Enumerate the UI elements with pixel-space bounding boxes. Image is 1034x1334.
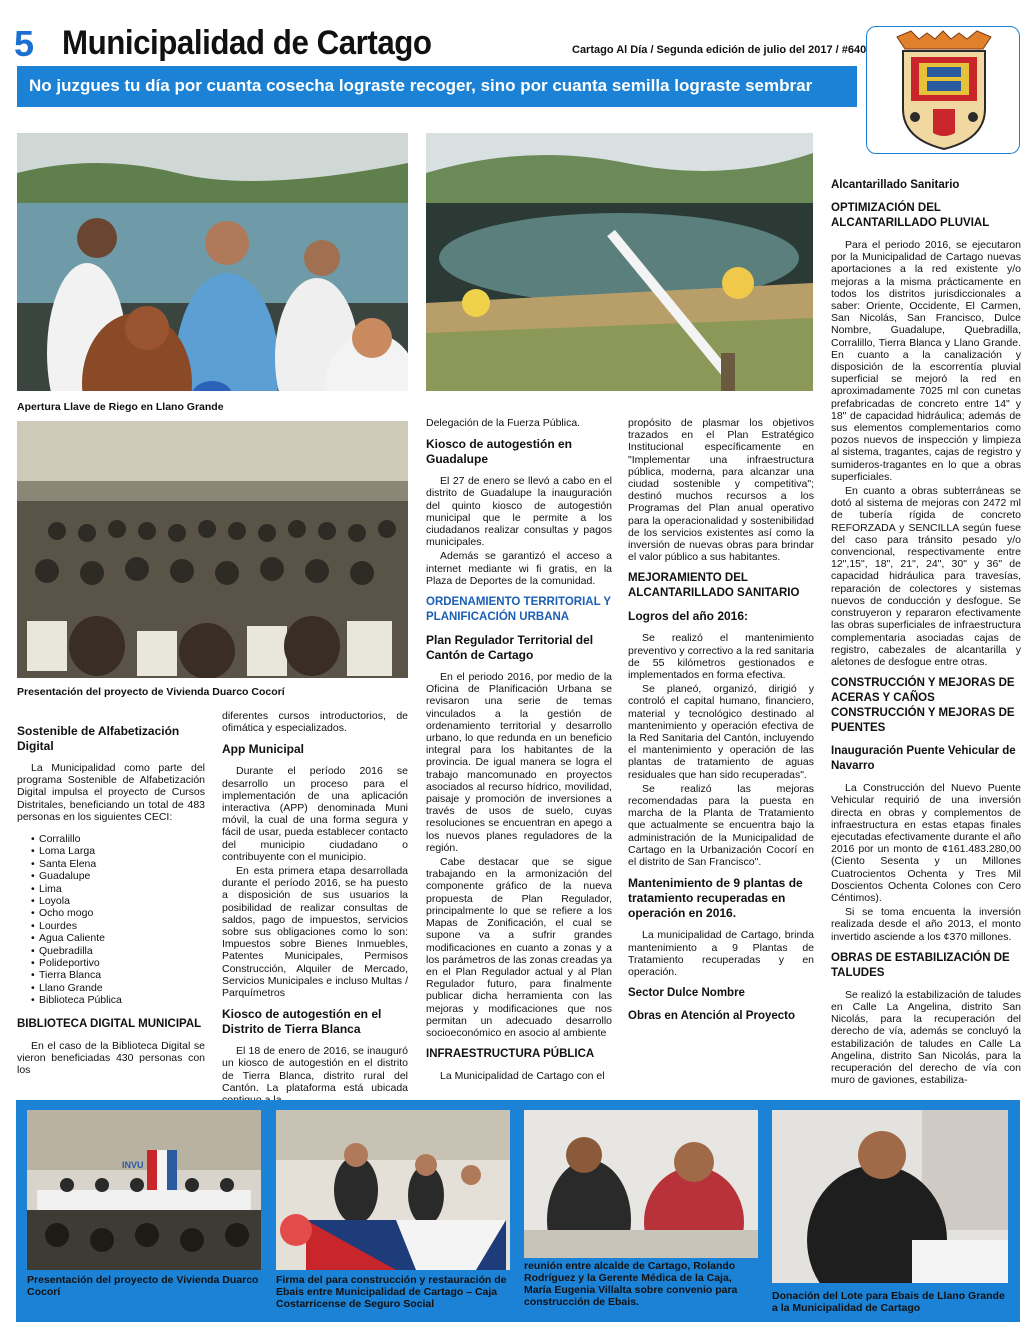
heading-navarro-bridge: Inauguración Puente Vehicular de Navarro [831, 745, 1016, 773]
photo-irrigation-opening [17, 133, 408, 391]
paragraph: La Municipalidad de Cartago con el [440, 1070, 605, 1083]
caption-bottom-3: reunión entre alcalde de Cartago, Rolando Rodríguez y la Gerente Médica de la Caja, María Eugenia Villalta sobre convenio para construcción de Ebais. [524, 1260, 738, 1308]
paragraph: La Municipalidad como parte del programa Sostenible de Alfabetización Digital impulsa el proyecto de Cursos Distritales, beneficiando un total de 483 personas en los siguientes CECI: [17, 762, 205, 823]
list-item: • Biblioteca Pública [31, 994, 205, 1006]
paragraph: En el caso de la Biblioteca Digital se vieron beneficiadas 430 personas con los [17, 1039, 205, 1077]
column-2 [222, 710, 408, 1108]
heading-digital-library: BIBLIOTECA DIGITAL MUNICIPAL [17, 1017, 202, 1030]
caption-bottom-4: Donación del Lote para Ebais de Llano Grande a la Municipalidad de Cartago [772, 1290, 1005, 1314]
photo-housing-presentation [17, 421, 408, 678]
list-item: • Quebradilla [31, 945, 205, 957]
list-item: • Santa Elena [31, 858, 205, 870]
paragraph: Además se garantizó el acceso a internet mediante wi fi gratis, en la Plaza de Deportes de la comunidad. [426, 550, 612, 587]
list-item: • Loma Larga [31, 845, 205, 857]
paragraph: El 18 de enero de 2016, se inauguró un kiosco de autogestión en el distrito de Tierra Blanca, distrito rural del Cantón. La plataforma está ubicada [222, 1045, 408, 1094]
heading-sewer: Alcantarillado Sanitario [831, 179, 960, 191]
heading-regulatory-plan: Plan Regulador Territorial del Cantón de Cartago [426, 633, 594, 663]
caption-bottom-2: Firma del para construcción y restauración de Ebais entre Municipalidad de Cartago – Caja Costarricense de Seguro Social [276, 1274, 507, 1310]
list-item: • Guadalupe [31, 870, 205, 882]
caption-irrigation: Apertura Llave de Riego en Llano Grande [17, 401, 224, 413]
paragraph: Cabe destacar que se sigue trabajando en la armonización del componente gráfico de la nueva propuesta de Plan Regulador, principalmente lo que se refiere a los Mapas de Zonificación, el cual se supone va a sufrir grandes modificaciones en cuanto a zonas y a los parámetros de las zonas creadas ya en el Plan Regulador actual y al Plan Regulador futuro, para finalmente publicar dicha herramienta con las mejoras y modificaciones que nos permitan un adecuado desarrollo socioeconómico en asocio al ambiente [426, 856, 612, 1039]
paragraph: Se planeó, organizó, dirigió y controló el capital humano, financiero, material y tecnológico destinado al mantenimiento y operación efectiva de la Red Sanitaria del Cantón, incluyendo el mantenimiento y operación de las plantas de tratamiento de aguas residuales que han sido recuperadas". [628, 683, 814, 781]
paragraph: Se realizó las mejoras recomendadas para la puesta en marcha de la Planta de Tratamiento que actualmente se encuentra bajo la administración de la Municipalidad de Cartago en la Urbanización Cocorí en el distrito de San Francisco". [628, 782, 814, 869]
photo-bottom-1 [27, 1110, 261, 1270]
caption-housing-presentation: Presentación del proyecto de Vivienda Duarco Cocorí [17, 686, 285, 698]
photo-bottom-4 [772, 1110, 1008, 1283]
heading-app-municipal: App Municipal [222, 742, 304, 757]
heading-sanitary-sewer: MEJORAMIENTO DEL ALCANTARILLADO SANITARIO [628, 572, 800, 600]
heading-achievements-2016: Logros del año 2016: [628, 609, 749, 624]
list-item: • Loyola [31, 895, 205, 907]
heading-treatment-plants: Mantenimiento de 9 plantas de tratamiento recuperadas en operación en 2016. [628, 876, 803, 921]
column-1 [17, 716, 205, 1078]
page-number: 5 [14, 23, 35, 64]
heading-project-works: Obras en Atención al Proyecto [628, 1010, 796, 1023]
list-item: • Agua Caliente [31, 932, 205, 944]
heading-sidewalks-bridges: CONSTRUCCIÓN Y MEJORAS DE ACERAS Y CAÑOS CONSTRUCCIÓN Y MEJORAS DE PUENTES [831, 677, 1015, 735]
heading-public-infrastructure: INFRAESTRUCTURA PÚBLICA [426, 1048, 595, 1061]
column-5 [831, 170, 1021, 1088]
coat-of-arms-box [866, 26, 1020, 154]
list-item: • Tierra Blanca [31, 969, 205, 981]
column-3 [426, 417, 612, 1084]
list-item: • Llano Grande [31, 982, 205, 994]
paragraph: El 27 de enero se llevó a cabo en el distrito de Guadalupe la inauguración del quinto kiosco de autogestión municipal que le permite a los ciudadanos realizar consultas y pagos municipales. [426, 475, 612, 549]
paragraph: En cuanto a obras subterráneas se dotó al sistema de mejoras con 2472 ml de tubería rígida de concreto REFORZADA y SENCILLA según fuese del caso para tránsito pesado y/o convencional, respectivamente entre 12",15", 18", 21", 24", 30" y 36" de capacidad hidráulica para travesías, reparación de colectores y sistemas nuevos de conducción y desfogue. Se construyeron y repararon efectivamente las obras superficiales de infraestructura complementaria asociadas cajas de registro, cabezales de alcantarilla y aletones de desfogue entre otras. [831, 485, 1021, 668]
heading-kiosk-tierra-blanca: Kiosco de autogestión en el Distrito de Tierra Blanca [222, 1007, 382, 1037]
heading-kiosk-guadalupe: Kiosco de autogestión en Guadalupe [426, 437, 573, 467]
paragraph: En esta primera etapa desarrollada durante el período 2016, se ha puesto a disposición de sus usuarios la posibilidad de realizar consultas de saldos, pago de impuestos, servicios sobre sus obligaciones como lo son: Impuestos sobre Bienes Inmuebles, Patentes Municipales, Permisos Construcción, Alquiler de Mercado, Servicios Municipales e incluso Multas / Parquímetros [222, 865, 408, 1000]
paragraph: Para el periodo 2016, se ejecutaron por la Municipalidad de Cartago nuevas aportaciones a la red existente y/o mejoras a la misma prácticamente en todos los distritos jurisdiccionales a saber: Oriente, Occidente, El Carmen, San Nicolás, San Francisco, Dulce Nombre, Guadalupe, Quebradilla, Corralillo, Tierra Blanca y Llano Grande. En cuanto a la canalización y disposición de la escorrentía pluvial superficial se mejoró la red en aproximadamente 7025 ml con cunetas prefabricadas de concreto entre 14" y 18" de capacidad hidráulica; además de sus elementos complementarios como pozos nuevos de inspección y limpieza al sistema, tragantes, cajas de registro y sumideros-tragantes en lo que a obras superficiales. [831, 239, 1021, 483]
paragraph: Delegación de la Fuerza Pública. [426, 417, 581, 429]
heading-storm-drainage: OPTIMIZACIÓN DEL ALCANTARILLADO PLUVIAL [831, 202, 990, 229]
photo-bottom-3 [524, 1110, 758, 1258]
paragraph: Se realizó la estabilización de taludes en Calle La Angelina, distrito San Nicolás, para la recuperación del derecho de vía, además se concluyó la estabilización de taludes en Calle La Angelina, distrito San Nicolás, para la recuperación del derecho de vía con muro de gaviones, estabiliza- [831, 988, 1021, 1087]
heading-digital-literacy: Sostenible de Alfabetización Digital [17, 724, 180, 753]
column-4 [628, 417, 814, 1032]
list-item: • Lourdes [31, 920, 205, 932]
list-item: • Corralillo [31, 833, 205, 845]
list-item: • Ocho mogo [31, 907, 205, 919]
heading-slope-stabilization: OBRAS DE ESTABILIZACIÓN DE TALUDES [831, 951, 1010, 979]
ceci-list [31, 833, 205, 1007]
paragraph: Se realizó el mantenimiento preventivo y correctivo a la red sanitaria de 55 kilómetros gestionados e implementados en forma efectiva. [628, 632, 814, 682]
page-title: Municipalidad de Cartago [62, 24, 432, 62]
paragraph: Durante el período 2016 se desarrollo un proceso para el implementación de una aplicación interactiva (APP) denominada Muni móvil, la cual de una forma segura y fácil de usar, pueda establecer contacto del municipio ciudadano o contribuyente con el municipio. [222, 765, 408, 863]
motto-banner: No juzgues tu día por cuanta cosecha lograste recoger, sino por cuanta semilla lograste sembrar [17, 66, 857, 107]
paragraph: La municipalidad de Cartago, brinda mantenimiento a 9 Plantas de Tratamiento recuperadas y en operación. [628, 929, 814, 978]
heading-dulce-nombre: Sector Dulce Nombre [628, 987, 745, 1000]
cartago-coat-of-arms-icon [867, 27, 1021, 155]
paragraph: En el periodo 2016, por medio de la Oficina de Planificación Urbana se revisaron una serie de temas vinculados a la gestión de ordenamiento territorial y desarrollo urbano, lo que redunda en un beneficio integral para los habitantes de la provincia. De igual manera se logra el trabajo mancomunado en proyectos asociados al recurso hídrico, movilidad, paisaje y promoción de inversiones a través de usos de suelo, cuyas resoluciones se encuentran en apego a los nuevos planes reguladores de la región. [426, 671, 612, 854]
edition-line: Cartago Al Día / Segunda edición de julio del 2017 / #640 [572, 44, 867, 56]
invu-sign: INVU [122, 1160, 144, 1170]
heading-territorial-planning: ORDENAMIENTO TERRITORIAL Y PLANIFICACIÓN URBANA [426, 596, 611, 624]
paragraph: diferentes cursos introductorios, de ofimática y especializados. [222, 710, 408, 735]
list-item: • Lima [31, 883, 205, 895]
caption-bottom-1: Presentación del proyecto de Vivienda Duarco Cocorí [27, 1274, 259, 1298]
photo-bottom-2 [276, 1110, 510, 1270]
list-item: • Polideportivo [31, 957, 205, 969]
photo-reservoir [426, 133, 813, 391]
paragraph: La Construcción del Nuevo Puente Vehicular requirió de una inversión directa en obras y complementos de infraestructura en estas etapas finales ejecutadas efectivamente durante el año 2016 por un monto de ¢161.483.280,00 (Ciento Sesenta y un Millones Cuatrocientos Ochenta y Tres Mil Doscientos Ochenta Colones con Cero Céntimos). [831, 782, 1021, 904]
paragraph: propósito de plasmar los objetivos trazados en el Plan Estratégico Institucional específicamente en "Implementar una infraestructura pública, moderna, para alcanzar una ciudad sostenible y competitiva"; destinó muchos recursos a los Programas del Plan anual operativo para la operacionalidad y sostenibilidad de los servicios existentes así como la inversión de nuevas obras para brindar el valor público a sus habitantes. [628, 417, 814, 564]
paragraph: Si se toma encuenta la inversión realizada desde el año 2013, el monto invertido asciende a los ¢370 millones. [831, 906, 1021, 943]
